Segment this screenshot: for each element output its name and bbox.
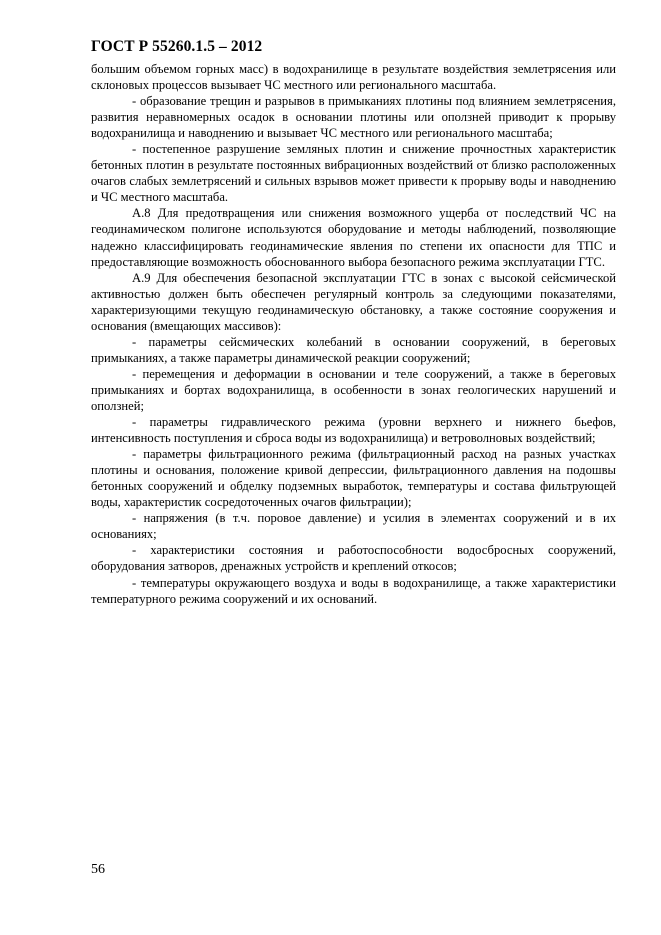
body-paragraph: А.8 Для предотвращения или снижения возможного ущерба от последствий ЧС на геодинамическом полигоне используются оборудование и методы наблюдений, позволяющие надежно классифицировать геодинамические явления по степени их опасности для ТПС и предоставляющие возможность обоснованного выбора безопасного режима эксплуатации ГТС. bbox=[91, 206, 616, 269]
body-paragraph: - характеристики состояния и работоспособности водосбросных сооружений, оборудования затворов, дренажных устройств и креплений откосов; bbox=[91, 543, 616, 574]
body-paragraph: большим объемом горных масс) в водохранилище в результате воздействия землетрясения или склоновых процессов вызывает ЧС местного или регионального масштаба. bbox=[91, 62, 616, 93]
body-paragraph: - напряжения (в т.ч. поровое давление) и усилия в элементах сооружений и в их основаниях; bbox=[91, 511, 616, 542]
document-body bbox=[91, 61, 616, 607]
body-paragraph: - параметры сейсмических колебаний в основании сооружений, в береговых примыканиях, а также параметры динамической реакции сооружений; bbox=[91, 334, 616, 365]
body-paragraph: - образование трещин и разрывов в примыканиях плотины под влиянием землетрясения, развития неравномерных осадок в основании плотины или оползней приводит к прорыву водохранилища и наводнению и вызывает ЧС местного или регионального масштаба; bbox=[91, 94, 616, 141]
body-paragraph: - параметры фильтрационного режима (фильтрационный расход на разных участках плотины и основания, положение кривой депрессии, фильтрационного давления на подошвы бетонных сооружений и обделку подземных выработок, температуры и состава фильтрующей воды, характеристик сосредоточенных очагов фильтрации); bbox=[91, 447, 616, 510]
body-paragraph: - температуры окружающего воздуха и воды в водохранилище, а также характеристики температурного режима сооружений и их оснований. bbox=[91, 575, 616, 606]
body-paragraph: - параметры гидравлического режима (уровни верхнего и нижнего бьефов, интенсивность поступления и сброса воды из водохранилища) и ветроволновых воздействий; bbox=[91, 415, 616, 446]
body-paragraph: - перемещения и деформации в основании и теле сооружений, а также в береговых примыканиях и бортах водохранилища, в особенности в зонах геологических нарушений и оползней; bbox=[91, 366, 616, 413]
document-header-title: ГОСТ Р 55260.1.5 – 2012 bbox=[91, 38, 263, 55]
page-number: 56 bbox=[91, 862, 105, 877]
body-paragraph: А.9 Для обеспечения безопасной эксплуатации ГТС в зонах с высокой сейсмической активностью должен быть обеспечен регулярный контроль за следующими показателями, характеризующими текущую геодинамическую обстановку, а также состояние сооружения и основания (вмещающих массивов): bbox=[91, 270, 616, 333]
body-paragraph: - постепенное разрушение земляных плотин и снижение прочностных характеристик бетонных плотин в результате постоянных вибрационных воздействий от близко расположенных очагов слабых землетрясений и сильных взрывов может привести к прорыву воды и наводнению и ЧС местного масштаба. bbox=[91, 142, 616, 205]
